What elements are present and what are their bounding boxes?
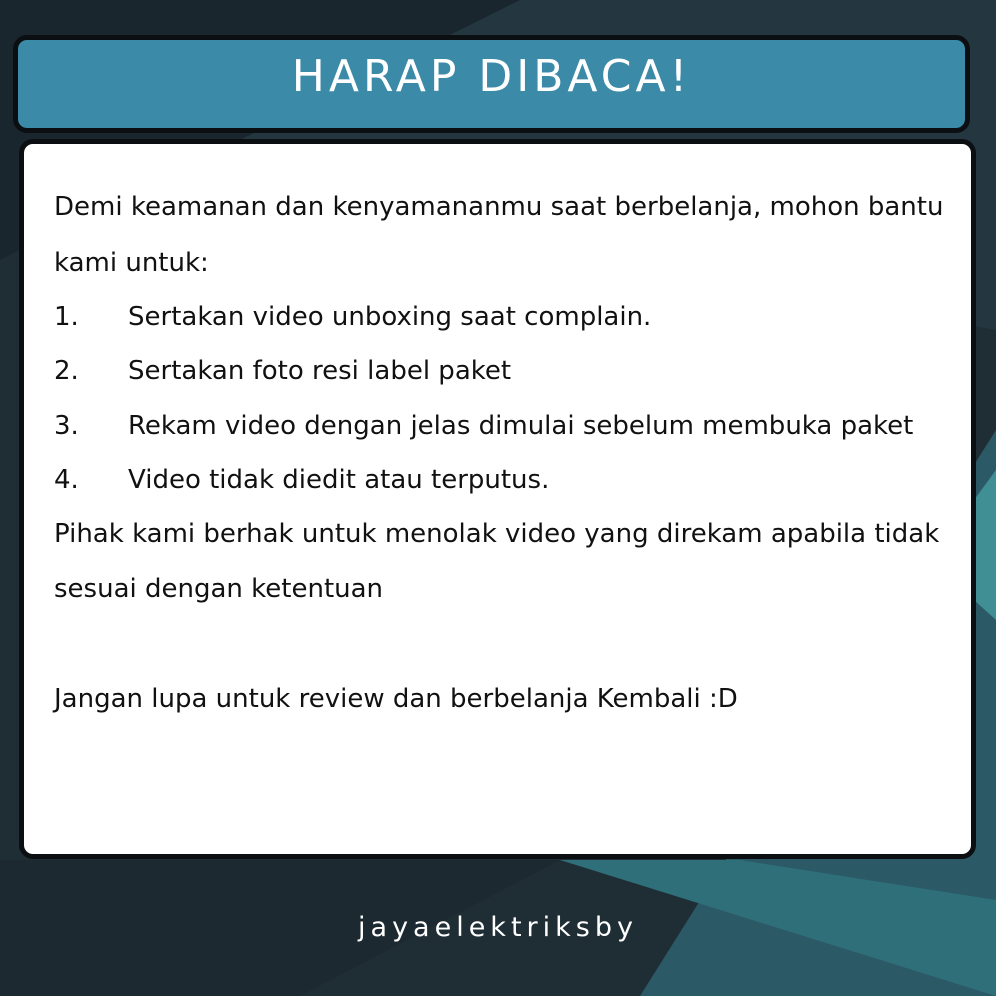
- list-item-number: 4.: [54, 465, 79, 495]
- intro-line-1: Demi keamanan dan kenyamananmu saat berbelanja, mohon bantu: [54, 192, 944, 222]
- list-item-number: 1.: [54, 302, 79, 332]
- list-item-text: Rekam video dengan jelas dimulai sebelum membuka paket: [128, 411, 914, 441]
- list-item-number: 3.: [54, 411, 79, 441]
- closing-message: Jangan lupa untuk review dan berbelanja Kembali :D: [54, 684, 738, 714]
- list-item-text: Video tidak diedit atau terputus.: [128, 465, 550, 495]
- header-banner: [13, 35, 970, 133]
- policy-line-2: sesuai dengan ketentuan: [54, 574, 384, 604]
- list-item-number: 2.: [54, 356, 79, 386]
- list-item-text: Sertakan foto resi label paket: [128, 356, 512, 386]
- notice-card: [19, 139, 976, 859]
- header-title: HARAP DIBACA!: [291, 51, 692, 102]
- brand-name: jayaelektriksby: [358, 912, 638, 943]
- list-item-text: Sertakan video unboxing saat complain.: [128, 302, 652, 332]
- intro-line-2: kami untuk:: [54, 248, 209, 278]
- policy-line-1: Pihak kami berhak untuk menolak video yang direkam apabila tidak: [54, 519, 940, 549]
